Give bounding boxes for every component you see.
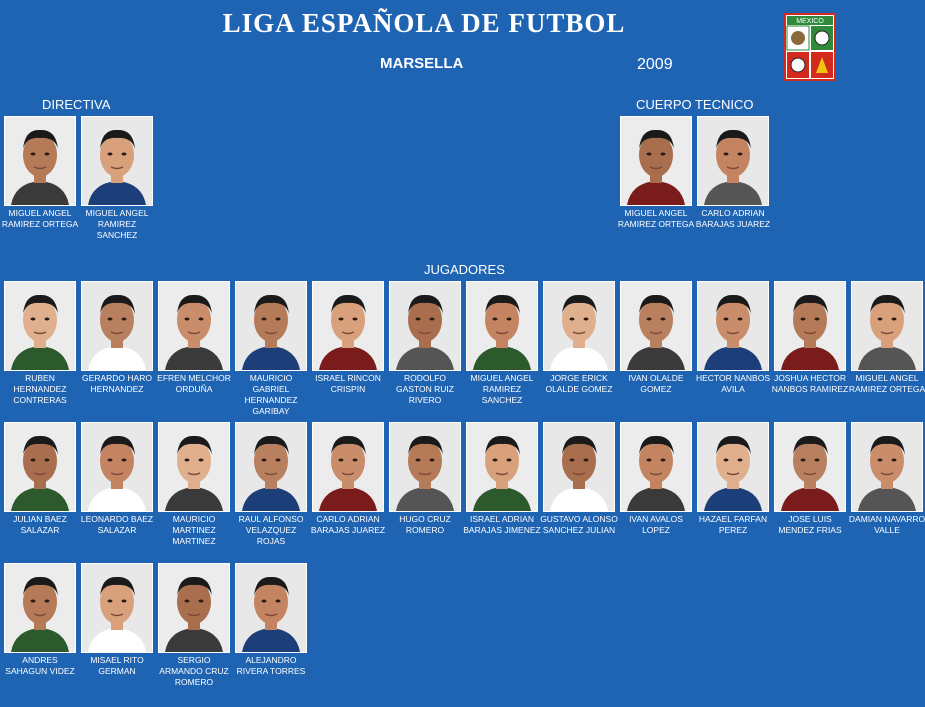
person-name: RUBEN HERNANDEZ CONTRERAS	[13, 373, 67, 405]
person-photo	[389, 422, 461, 512]
person-name: ISRAEL RINCON CRISPIN	[315, 373, 381, 394]
portrait-photo-icon	[621, 282, 691, 370]
portrait-photo-icon	[698, 423, 768, 511]
person-card	[158, 422, 230, 547]
person-photo	[158, 281, 230, 371]
person-name: JOSHUA HECTOR NANBOS RAMIREZ	[771, 373, 849, 394]
person-card	[4, 281, 76, 406]
portrait-photo-icon	[852, 423, 922, 511]
person-name: RODOLFO GASTON RUIZ RIVERO	[396, 373, 454, 405]
portrait-photo-icon	[159, 564, 229, 652]
person-card	[774, 422, 846, 536]
portrait-photo-icon	[313, 423, 383, 511]
person-name: DAMIAN NAVARRO VALLE	[848, 514, 925, 535]
portrait-photo-icon	[621, 423, 691, 511]
person-photo	[466, 422, 538, 512]
person-card	[697, 116, 769, 230]
portrait-photo-icon	[82, 564, 152, 652]
portrait-photo-icon	[852, 282, 922, 370]
portrait-photo-icon	[5, 117, 75, 205]
person-name: MISAEL RITO GERMAN	[90, 655, 144, 676]
person-card	[389, 281, 461, 406]
season-year: 2009	[637, 56, 673, 73]
person-name: HECTOR NANBOS AVILA	[696, 373, 770, 394]
person-photo	[543, 422, 615, 512]
person-card	[158, 281, 230, 395]
person-photo	[466, 281, 538, 371]
person-name: RAUL ALFONSO VELAZQUEZ ROJAS	[238, 514, 304, 546]
section-title-cuerpo-tecnico: CUERPO TECNICO	[636, 97, 754, 112]
person-card	[620, 281, 692, 395]
person-name: IVAN AVALOS LOPEZ	[629, 514, 683, 535]
person-card	[540, 422, 618, 536]
person-card	[771, 281, 849, 395]
person-photo	[4, 563, 76, 653]
portrait-photo-icon	[82, 117, 152, 205]
person-name: MIGUEL ANGEL RAMIREZ SANCHEZ	[470, 373, 534, 405]
person-card	[158, 563, 230, 688]
portrait-photo-icon	[5, 423, 75, 511]
person-photo	[620, 116, 692, 206]
person-card	[848, 281, 925, 395]
person-photo	[235, 281, 307, 371]
person-card	[312, 422, 384, 536]
person-name: GUSTAVO ALONSO SANCHEZ JULIAN	[540, 514, 618, 535]
portrait-photo-icon	[467, 282, 537, 370]
portrait-photo-icon	[544, 282, 614, 370]
page-title: LIGA ESPAÑOLA DE FUTBOL	[222, 8, 626, 38]
portrait-photo-icon	[467, 423, 537, 511]
person-card	[81, 422, 153, 536]
person-card	[235, 563, 307, 677]
person-card	[1, 116, 79, 230]
person-name: HAZAEL FARFAN PEREZ	[698, 514, 768, 535]
person-name: ISRAEL ADRIAN BARAJAS JIMENEZ	[463, 514, 541, 535]
person-card	[4, 422, 76, 536]
portrait-photo-icon	[698, 117, 768, 205]
person-name: JULIAN BAEZ SALAZAR	[13, 514, 67, 535]
portrait-photo-icon	[775, 423, 845, 511]
person-photo	[4, 281, 76, 371]
portrait-photo-icon	[390, 282, 460, 370]
person-name: MAURICIO MARTINEZ MARTINEZ	[172, 514, 216, 546]
person-name: ANDRES SAHAGUN VIDEZ	[5, 655, 75, 676]
person-card	[617, 116, 695, 230]
portrait-photo-icon	[82, 282, 152, 370]
person-name: MIGUEL ANGEL RAMIREZ ORTEGA	[848, 373, 925, 394]
section-title-jugadores: JUGADORES	[424, 262, 505, 277]
person-photo	[851, 422, 923, 512]
person-photo	[697, 281, 769, 371]
portrait-photo-icon	[775, 282, 845, 370]
portrait-photo-icon	[544, 423, 614, 511]
person-photo	[158, 563, 230, 653]
person-name: EFREN MELCHOR ORDUÑA	[157, 373, 231, 394]
person-photo	[312, 281, 384, 371]
person-card	[620, 422, 692, 536]
person-name: MIGUEL ANGEL RAMIREZ SANCHEZ	[85, 208, 149, 240]
person-photo	[81, 281, 153, 371]
section-title-directiva: DIRECTIVA	[42, 97, 111, 112]
person-photo	[158, 422, 230, 512]
person-card	[81, 116, 153, 241]
person-card	[235, 422, 307, 547]
person-photo	[774, 422, 846, 512]
team-name: MARSELLA	[380, 55, 464, 72]
portrait-photo-icon	[5, 564, 75, 652]
person-card	[466, 281, 538, 406]
person-card	[697, 281, 769, 395]
person-photo	[81, 116, 153, 206]
person-photo	[81, 422, 153, 512]
portrait-photo-icon	[621, 117, 691, 205]
person-name: CARLO ADRIAN BARAJAS JUAREZ	[695, 208, 771, 229]
portrait-photo-icon	[5, 282, 75, 370]
crest-text: MEXICO	[796, 18, 824, 25]
person-card	[4, 563, 76, 677]
portrait-photo-icon	[313, 282, 383, 370]
portrait-photo-icon	[159, 282, 229, 370]
person-name: HUGO CRUZ ROMERO	[399, 514, 451, 535]
person-photo	[543, 281, 615, 371]
person-photo	[851, 281, 923, 371]
crest-shield-icon	[784, 13, 836, 81]
person-photo	[235, 422, 307, 512]
person-photo	[697, 116, 769, 206]
person-card	[81, 281, 153, 395]
person-card	[81, 563, 153, 677]
person-name: MAURICIO GABRIEL HERNANDEZ GARIBAY	[244, 373, 298, 416]
person-photo	[620, 422, 692, 512]
person-card	[389, 422, 461, 536]
team-crest-logo	[784, 13, 836, 81]
person-photo	[620, 281, 692, 371]
portrait-photo-icon	[698, 282, 768, 370]
person-name: JORGE ERICK OLALDE GOMEZ	[545, 373, 613, 394]
person-name: ALEJANDRO RIVERA TORRES	[236, 655, 306, 676]
person-name: GERARDO HARO HERNANDEZ	[82, 373, 152, 394]
person-name: JOSE LUIS MENDEZ FRIAS	[778, 514, 842, 535]
person-card	[235, 281, 307, 417]
person-name: IVAN OLALDE GOMEZ	[628, 373, 684, 394]
person-photo	[4, 116, 76, 206]
person-photo	[81, 563, 153, 653]
portrait-photo-icon	[390, 423, 460, 511]
person-card	[697, 422, 769, 536]
person-photo	[697, 422, 769, 512]
person-name: CARLO ADRIAN BARAJAS JUAREZ	[310, 514, 386, 535]
person-name: MIGUEL ANGEL RAMIREZ ORTEGA	[617, 208, 695, 229]
person-card	[848, 422, 925, 536]
person-name: SERGIO ARMANDO CRUZ ROMERO	[159, 655, 229, 687]
portrait-photo-icon	[236, 423, 306, 511]
person-photo	[4, 422, 76, 512]
person-card	[463, 422, 541, 536]
portrait-photo-icon	[236, 564, 306, 652]
person-name: LEONARDO BAEZ SALAZAR	[80, 514, 154, 535]
person-card	[543, 281, 615, 395]
portrait-photo-icon	[159, 423, 229, 511]
person-name: MIGUEL ANGEL RAMIREZ ORTEGA	[1, 208, 79, 229]
person-photo	[389, 281, 461, 371]
person-photo	[235, 563, 307, 653]
portrait-photo-icon	[82, 423, 152, 511]
person-photo	[774, 281, 846, 371]
portrait-photo-icon	[236, 282, 306, 370]
person-card	[312, 281, 384, 395]
person-photo	[312, 422, 384, 512]
